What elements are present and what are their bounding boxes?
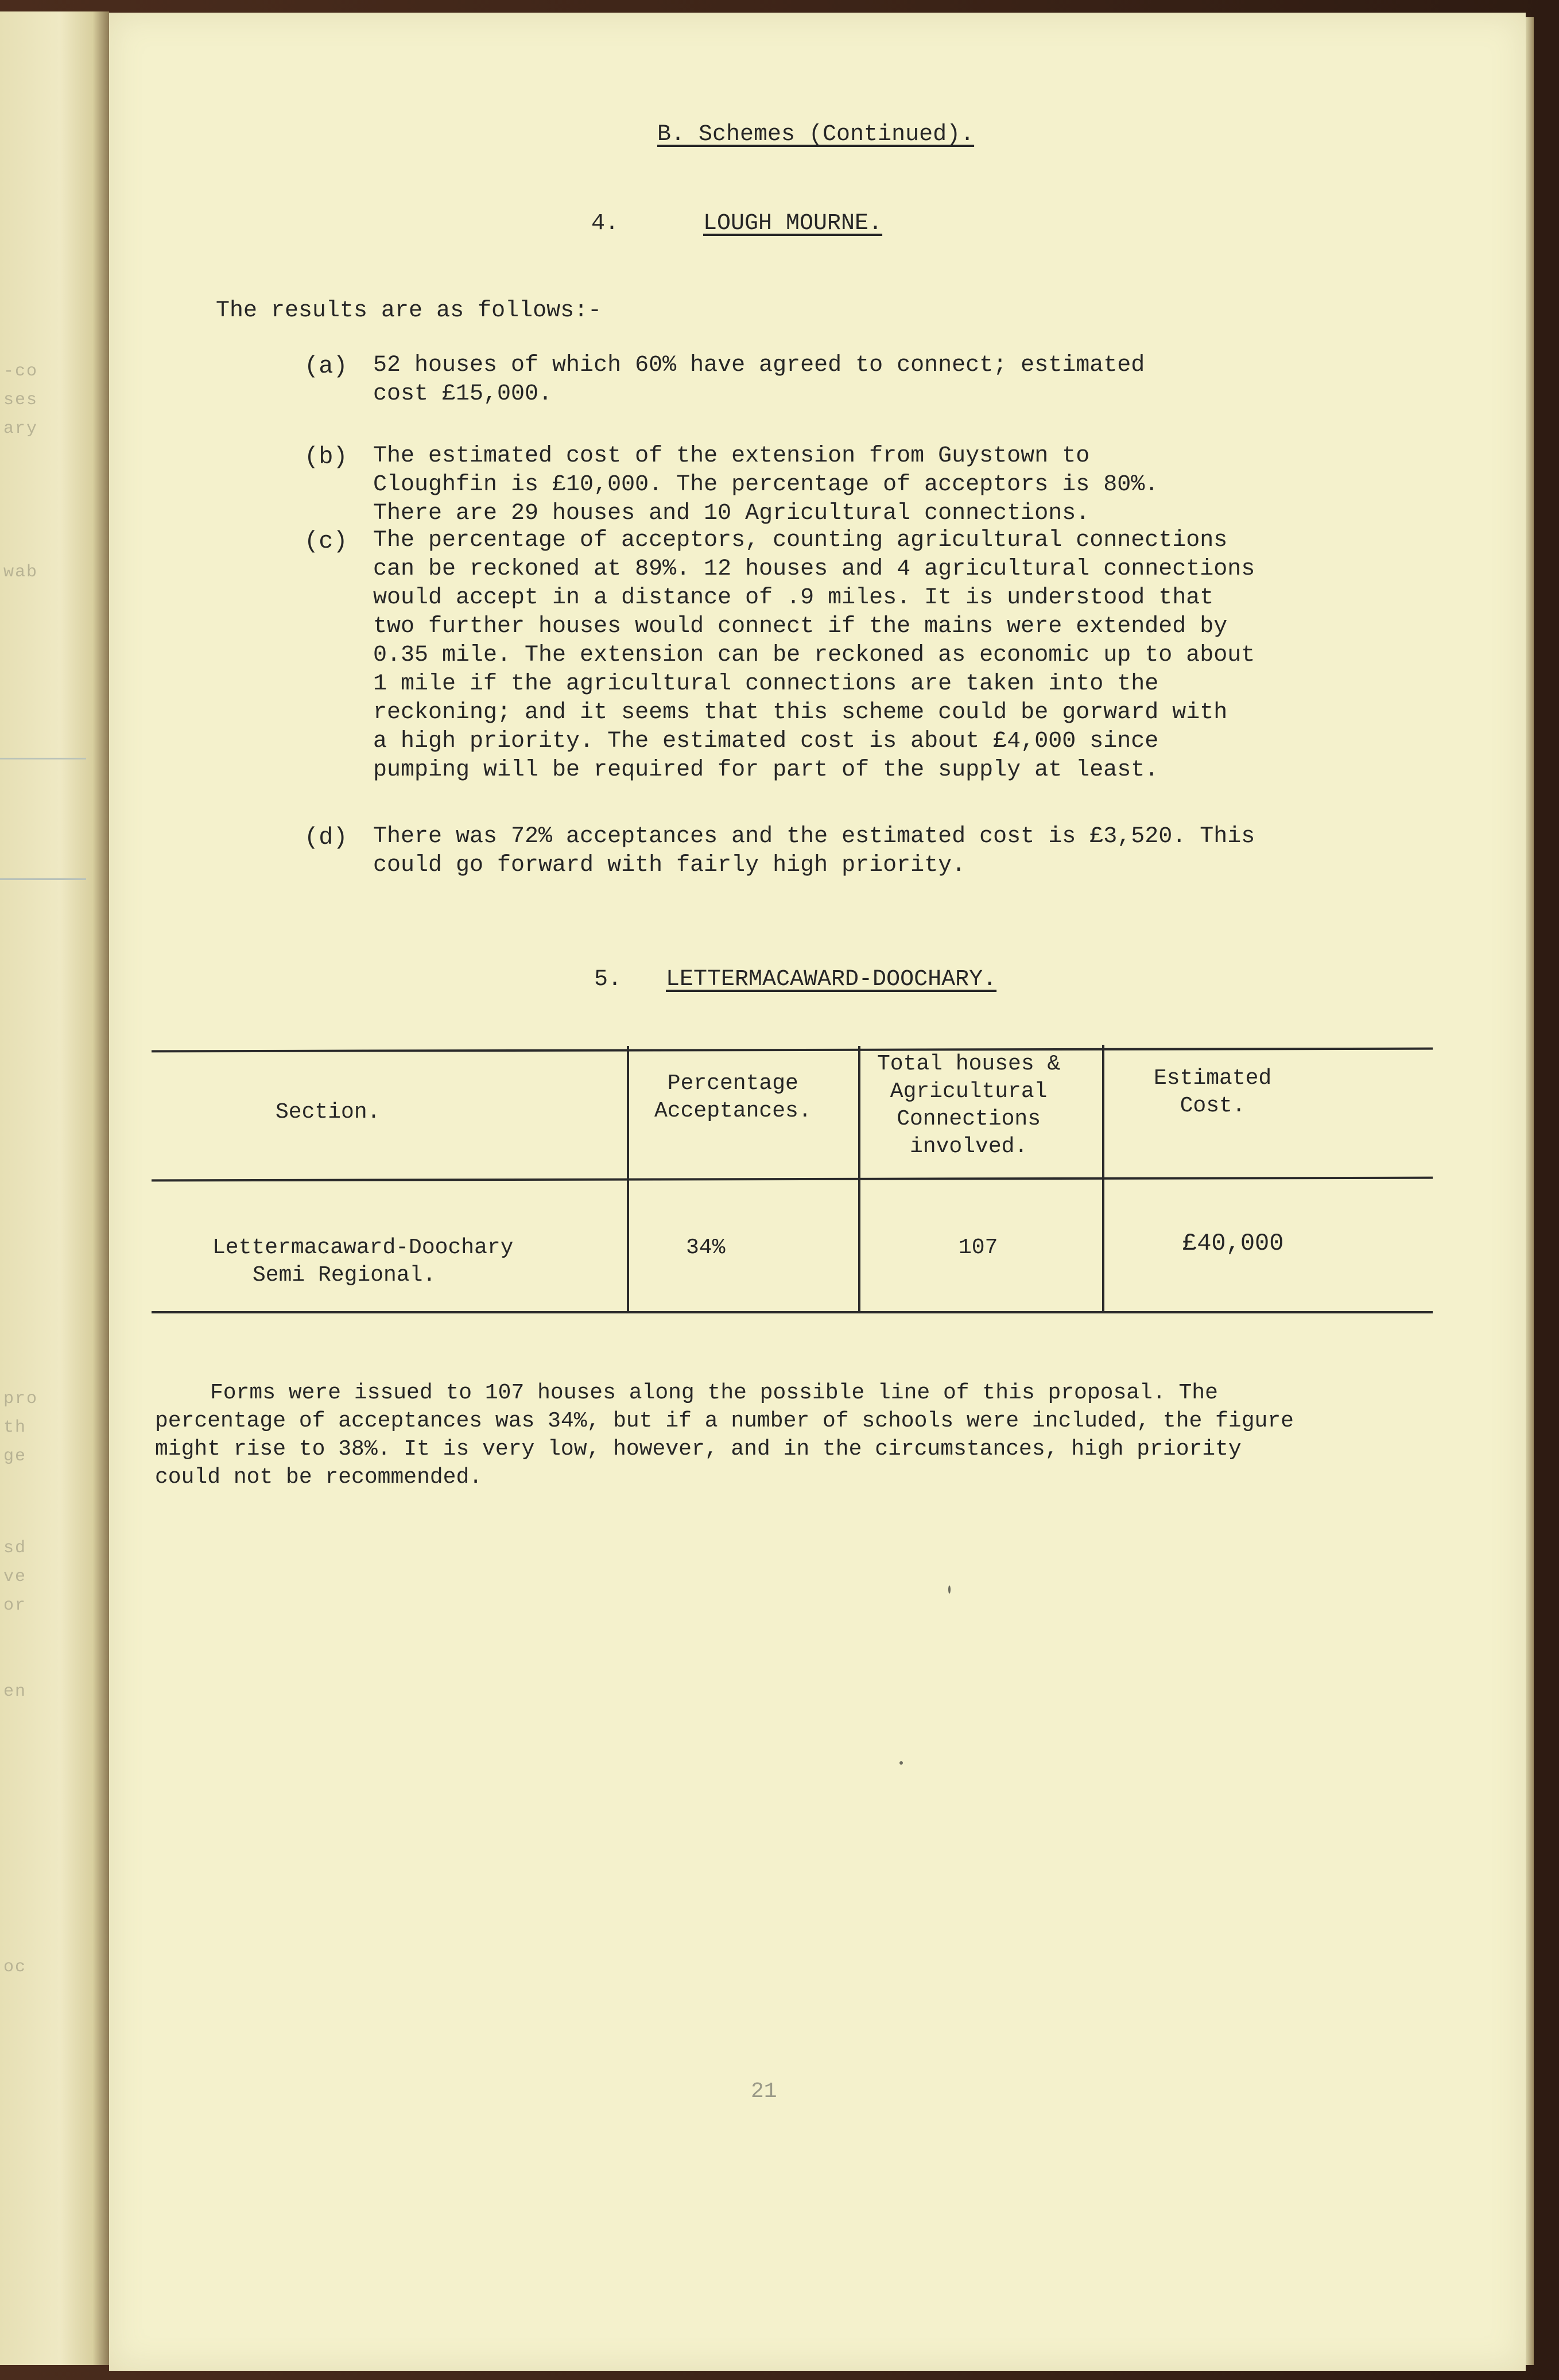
table-header-percentage — [654, 1070, 812, 1125]
scheme-4-name: LOUGH MOURNE. — [703, 211, 883, 237]
item-c-text — [373, 526, 1255, 785]
scheme-4-number: 4. — [591, 211, 619, 237]
table-row-section — [212, 1234, 514, 1289]
item-d-text — [373, 823, 1255, 880]
paper-speck — [948, 1586, 951, 1594]
table-header-rule — [152, 1177, 1433, 1182]
item-label-c: (c) — [304, 528, 348, 555]
scheme-4-intro: The results are as follows:- — [216, 298, 602, 324]
table-header-line: involved. — [910, 1134, 1028, 1159]
table-header-line: Agricultural — [890, 1079, 1048, 1104]
table-header-cost — [1154, 1065, 1271, 1120]
table-row-total: 107 — [959, 1235, 998, 1260]
paragraph-line-text: Forms were issued to 107 houses along the possible line of this proposal. The — [210, 1381, 1218, 1405]
paragraph-line — [155, 1381, 1218, 1405]
table-column-divider — [627, 1046, 629, 1312]
item-c-line: The percentage of acceptors, counting agricultural connections — [373, 528, 1228, 553]
item-b-text — [373, 442, 1158, 528]
page-right-edge — [1526, 17, 1534, 2365]
item-c-line: 1 mile if the agricultural connections are taken into the — [373, 671, 1159, 697]
item-c-line: reckoning; and it seems that this scheme could be gorward with — [373, 700, 1228, 726]
left-page-rule — [0, 878, 86, 880]
item-d-line: could go forward with fairly high priority. — [373, 852, 966, 878]
table-top-rule — [152, 1048, 1433, 1053]
scheme-5-name: LETTERMACAWARD-DOOCHARY. — [666, 967, 997, 993]
item-b-line: The estimated cost of the extension from Guystown to — [373, 443, 1090, 469]
scheme-5-number: 5. — [594, 967, 622, 993]
paper-speck — [899, 1761, 903, 1765]
table-header-line: Acceptances. — [654, 1099, 812, 1123]
item-a-line: cost £15,000. — [373, 381, 553, 407]
left-page-fragment: ge — [3, 1447, 27, 1466]
table-bottom-rule — [152, 1311, 1433, 1313]
item-a-text — [373, 351, 1145, 409]
item-c-line: two further houses would connect if the mains were extended by — [373, 614, 1228, 639]
item-c-line: pumping will be required for part of the supply at least. — [373, 757, 1159, 783]
item-label-a: (a) — [304, 352, 348, 380]
left-page-fragment: th — [3, 1418, 27, 1437]
item-b-line: There are 29 houses and 10 Agricultural connections. — [373, 501, 1090, 526]
left-facing-page — [0, 11, 109, 2365]
left-page-fragment: pro — [3, 1389, 38, 1409]
table-header-total — [877, 1051, 1060, 1161]
left-page-fragment: -co — [3, 362, 38, 381]
section-title: B. Schemes (Continued). — [657, 122, 975, 148]
left-page-fragment: ses — [3, 390, 38, 410]
scheme-5-paragraph — [155, 1379, 1294, 1491]
item-c-line: a high priority. The estimated cost is about £4,000 since — [373, 728, 1159, 754]
paragraph-line: percentage of acceptances was 34%, but if a number of schools were included, the figure — [155, 1409, 1294, 1433]
left-page-fragment: oc — [3, 1958, 27, 1977]
left-page-fragment: en — [3, 1682, 27, 1701]
item-label-d: (d) — [304, 824, 348, 851]
item-a-line: 52 houses of which 60% have agreed to connect; estimated — [373, 352, 1145, 378]
left-page-fragment: ary — [3, 419, 38, 439]
table-row-percentage: 34% — [686, 1235, 726, 1260]
item-c-line: would accept in a distance of .9 miles. It is understood that — [373, 585, 1214, 611]
item-b-line: Cloughfin is £10,000. The percentage of acceptors is 80%. — [373, 472, 1159, 498]
item-c-line: 0.35 mile. The extension can be reckoned as economic up to about — [373, 642, 1255, 668]
left-page-fragment: wab — [3, 563, 38, 582]
left-page-fragment: sd — [3, 1538, 27, 1558]
paragraph-line: could not be recommended. — [155, 1465, 483, 1490]
left-page-rule — [0, 758, 86, 759]
left-page-fragment: or — [3, 1596, 27, 1615]
table-cell-line: Lettermacaward-Doochary — [212, 1235, 514, 1260]
table-header-line: Connections — [897, 1107, 1041, 1131]
table-cell-line: Semi Regional. — [253, 1263, 436, 1288]
page-number: 21 — [751, 2079, 777, 2104]
table-header-line: Total houses & — [877, 1052, 1061, 1076]
table-header-line: Cost. — [1180, 1094, 1246, 1118]
table-header-line: Estimated — [1154, 1066, 1272, 1091]
item-d-line: There was 72% acceptances and the estimated cost is £3,520. This — [373, 824, 1255, 850]
table-header-line: Percentage — [667, 1071, 798, 1096]
table-row-cost: £40,000 — [1182, 1230, 1284, 1257]
item-c-line: can be reckoned at 89%. 12 houses and 4 agricultural connections — [373, 556, 1255, 582]
item-label-b: (b) — [304, 443, 348, 471]
left-page-fragment: ve — [3, 1567, 27, 1587]
table-column-divider — [858, 1046, 860, 1312]
document-page — [109, 13, 1526, 2371]
table-column-divider — [1102, 1045, 1104, 1312]
table-header-section: Section. — [276, 1100, 381, 1125]
paragraph-line: might rise to 38%. It is very low, however, and in the circumstances, high priority — [155, 1437, 1242, 1462]
